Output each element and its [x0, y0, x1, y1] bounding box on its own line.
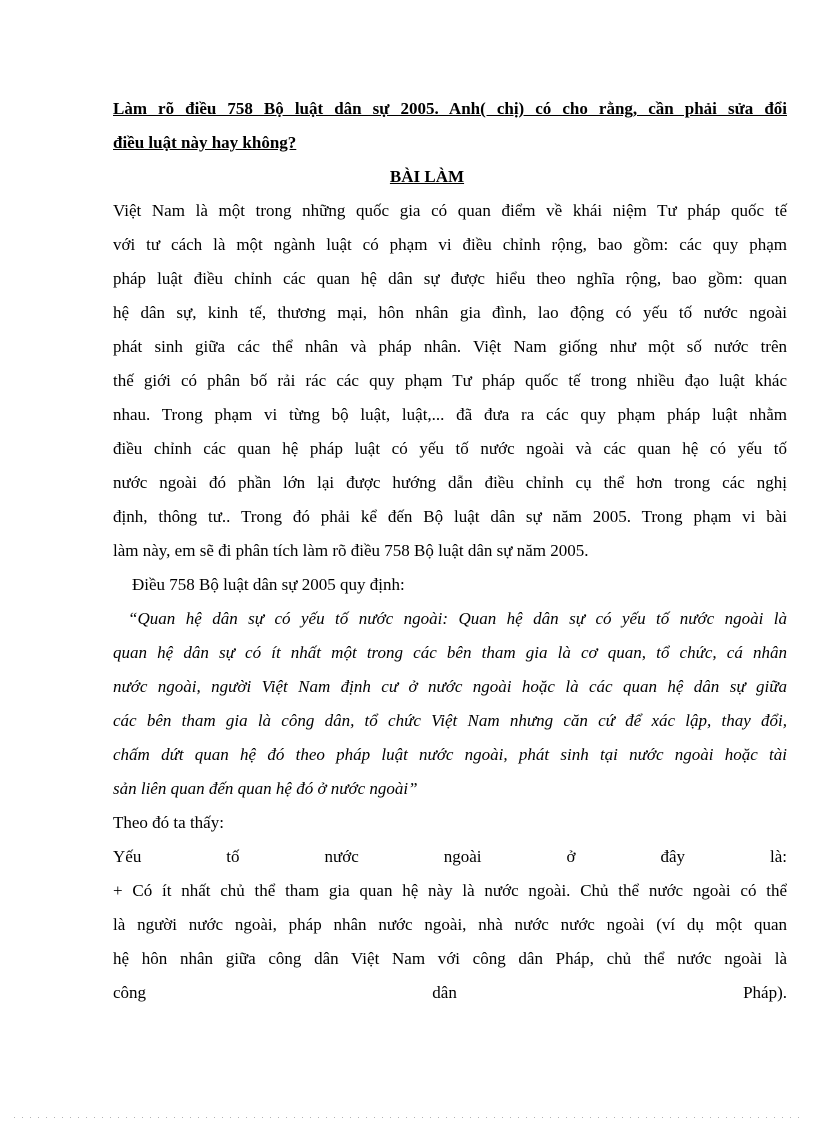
text-line: hệ dân sự, kinh tế, thương mại, hôn nhân gia đình, lao động có yếu tố nước ngoài: [113, 303, 787, 322]
question-title: [113, 92, 787, 160]
text-line: Làm rõ điều 758 Bộ luật dân sự 2005. Anh( chị) có cho rằng, cần phải sửa đổi: [113, 99, 787, 118]
text-line: nước ngoài, người Việt Nam định cư ở nước ngoài hoặc là các quan hệ dân sự giữa: [113, 677, 787, 696]
text-line: các bên tham gia là công dân, tổ chức Việt Nam nhưng căn cứ để xác lập, thay đổi,: [113, 711, 787, 730]
text-line: nước ngoài đó phần lớn lại được hướng dẫn điều chỉnh cụ thể hơn trong các nghị: [113, 473, 787, 492]
text-line: nhau. Trong phạm vi từng bộ luật, luật,... đã đưa ra các quy phạm pháp luật nhằm: [113, 405, 787, 424]
paragraph-foreign-element: [113, 840, 787, 874]
text-line: với tư cách là một ngành luật có phạm vi điều chỉnh rộng, bao gồm: các quy phạm: [113, 235, 787, 254]
text-line: Yếu tố nước ngoài ở đây là:: [113, 847, 787, 866]
text-line: + Có ít nhất chủ thể tham gia quan hệ này là nước ngoài. Chủ thể nước ngoài có thể: [113, 881, 787, 900]
paragraph-lead-in: [113, 568, 787, 602]
text-line: quan hệ dân sự có ít nhất một trong các bên tham gia là cơ quan, tổ chức, cá nhân: [113, 643, 787, 662]
paragraph-transition: [113, 806, 787, 840]
text-line: là người nước ngoài, pháp nhân nước ngoài, nhà nước nước ngoài (ví dụ một quan: [113, 915, 787, 934]
article-758-quotation: [113, 602, 787, 806]
text-line: hệ hôn nhân giữa công dân Việt Nam với công dân Pháp, chủ thể nước ngoài là: [113, 949, 787, 968]
text-line: định, thông tư.. Trong đó phải kể đến Bộ luật dân sự năm 2005. Trong phạm vi bài: [113, 507, 787, 526]
text-line: Việt Nam là một trong những quốc gia có quan điểm về khái niệm Tư pháp quốc tế: [113, 201, 787, 220]
text-line: “Quan hệ dân sự có yếu tố nước ngoài: Quan hệ dân sự có yếu tố nước ngoài là: [128, 609, 787, 628]
text-line: Theo đó ta thấy:: [113, 813, 224, 832]
section-heading: BÀI LÀM: [389, 167, 465, 186]
text-line: điều luật này hay không?: [113, 133, 297, 152]
text-line: điều chỉnh các quan hệ pháp luật có yếu tố nước ngoài và các quan hệ có yếu tố: [113, 439, 787, 458]
page-edge-dotted-line: [14, 1117, 802, 1119]
text-line: làm này, em sẽ đi phân tích làm rõ điều 758 Bộ luật dân sự năm 2005.: [113, 541, 589, 560]
text-line: sản liên quan đến quan hệ đó ở nước ngoài”: [113, 779, 418, 798]
text-line: phát sinh giữa các thể nhân và pháp nhân. Việt Nam giống như một số nước trên: [113, 337, 787, 356]
text-line: chấm dứt quan hệ đó theo pháp luật nước ngoài, phát sinh tại nước ngoài hoặc tài: [113, 745, 787, 764]
text-line: thế giới có phân bố rải rác các quy phạm Tư pháp quốc tế trong nhiều đạo luật khác: [113, 371, 787, 390]
paragraph-point-subject: [113, 874, 787, 1010]
paragraph-intro: [113, 194, 787, 568]
text-line: công dân Pháp).: [113, 983, 787, 1002]
text-line: Điều 758 Bộ luật dân sự 2005 quy định:: [132, 575, 405, 594]
text-line: pháp luật điều chỉnh các quan hệ dân sự được hiểu theo nghĩa rộng, bao gồm: quan: [113, 269, 787, 288]
